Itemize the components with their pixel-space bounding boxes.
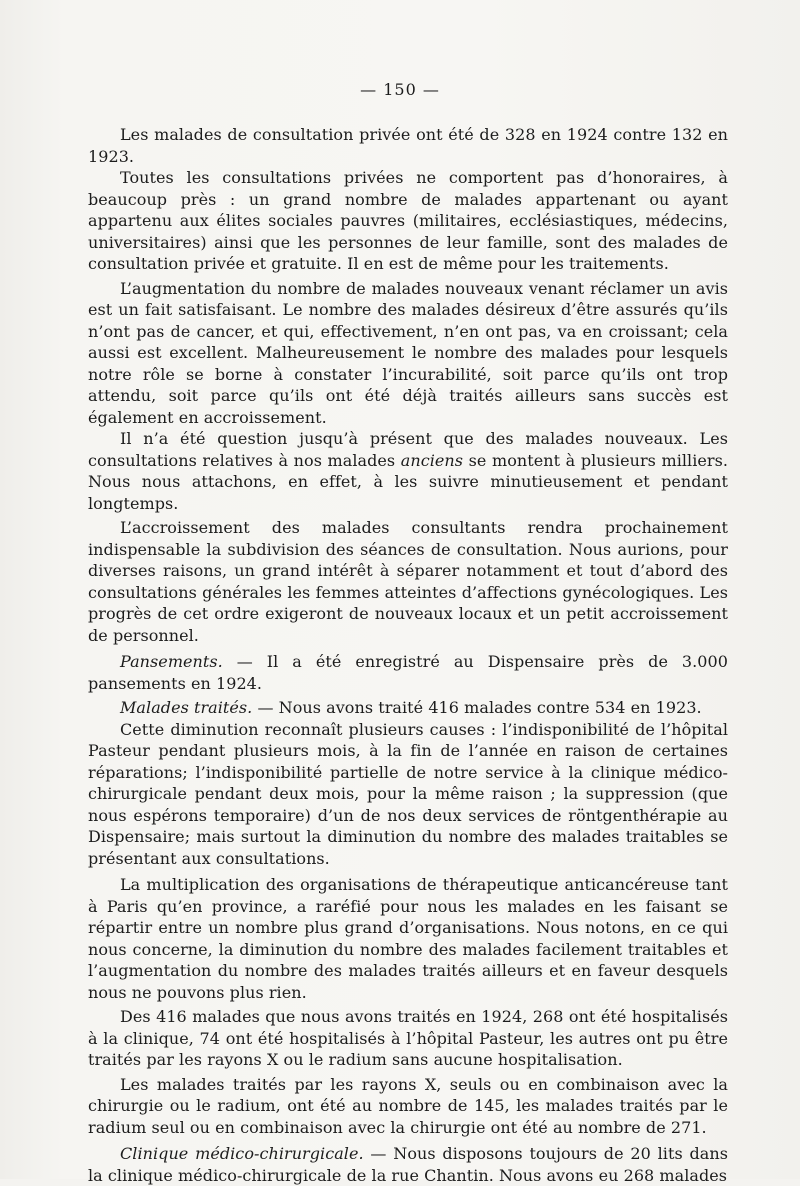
paragraph-clinique	[88, 1143, 728, 1186]
page-number: — 150 —	[360, 80, 440, 99]
paragraph-rayons-radium: Les malades traités par les rayons X, seuls ou en combinaison avec la chirurgie ou le radium, ont été au nombre de 145, les malades traités par le radium seul ou en combinaison avec la chirurgie ont été au nombre de 271.	[88, 1074, 728, 1137]
p4-italic-term: anciens	[400, 450, 464, 470]
paragraph-pansements	[88, 651, 728, 694]
paragraph-malades-traites	[88, 697, 728, 719]
paragraph-subdivision: L’accroissement des malades consultants rendra prochainement indispensable la subdivision des séances de consultation. Nous aurions, pour diverses raisons, un grand intérêt à séparer notamment et tout d’abord des consultations générales les femmes atteintes d’affections gynécologiques. Les progrès de cet ordre exigeront de nouveaux locaux et un petit accroissement de personnel.	[88, 518, 728, 645]
paragraph-hospitalisation: Des 416 malades que nous avons traités en 1924, 268 ont été hospitalisés à la clinique, 74 ont été hospitalisés à l’hôpital Pasteur, les autres ont pu être traités par les rayons X ou le radium sans aucune hospitalisation.	[88, 1007, 728, 1069]
body-text	[88, 124, 728, 1186]
paragraph-diminution: Cette diminution reconnaît plusieurs causes : l’indisponibilité de l’hôpital Pasteur pendant plusieurs mois, à la fin de l’année en raison de certaines réparations; l’indisponibilité partielle de notre service à la clinique médico-chirurgicale pendant deux mois, pour la même raison ; la suppression (que nous espérons temporaire) d’un de nos deux services de röntgenthérapie au Dispensaire; mais surtout la diminution du nombre des malades traitables se présentant aux consultations.	[88, 719, 728, 868]
paragraph-multiplication: La multiplication des organisations de thérapeutique anticancéreuse tant à Paris qu’en province, a raréfié pour nous les malades en les faisant se répartir entre un nombre plus grand d’organisations. Nous notons, en ce qui nous concerne, la diminution du nombre des malades facilement traitables et l’augmentation du nombre des malades traités ailleurs et en faveur desquels nous ne pouvons plus rien.	[88, 875, 728, 1002]
p4-text-before: Il n’a été question jusqu’à présent que des malades nouveaux. Les consultations relatives à nos malades	[88, 429, 728, 470]
paragraph-former-patients	[88, 428, 728, 514]
p4-text-after: se montent à plusieurs milliers. Nous nous attachons, en effet, à les suivre minutieusement et pendant longtemps.	[88, 450, 728, 513]
p7-text: — Nous avons traité 416 malades contre 534 en 1923.	[252, 698, 702, 717]
section-heading-pansements: Pansements.	[120, 652, 223, 671]
paragraph-private-consultations: Les malades de consultation privée ont été de 328 en 1924 contre 132 en 1923.	[88, 125, 728, 166]
p6-text: — Il a été enregistré au Dispensaire près de 3.000 pansements en 1924.	[88, 652, 728, 693]
section-heading-clinique: Clinique médico-chirurgicale.	[120, 1144, 364, 1163]
p12-text: — Nous disposons toujours de 20 lits dans la clinique médico-chirurgicale de la rue Chantin. Nous avons eu 268 malades	[88, 1144, 728, 1185]
section-heading-malades-traites: Malades traités.	[120, 698, 253, 717]
paragraph-new-patients: L’augmentation du nombre de malades nouveaux venant réclamer un avis est un fait satisfaisant. Le nombre des malades désireux d’être assurés qu’ils n’ont pas de cancer, et qui, effectivement, n’en ont pas, va en croissant; cela aussi est excellent. Malheureusement le nombre des malades pour lesquels notre rôle se borne à constater l’incurabilité, soit parce qu’ils ont trop attendu, soit parce qu’ils ont été déjà traités ailleurs sans succès est également en accroissement.	[88, 278, 728, 427]
paragraph-fees: Toutes les consultations privées ne comportent pas d’honoraires, à beaucoup près : un grand nombre de malades appartenant ou ayant appartenu aux élites sociales pauvres (militaires, ecclésiastiques, médecins, universitaires) ainsi que les personnes de leur famille, sont des malades de consultation privée et gratuite. Il en est de même pour les traitements.	[88, 168, 728, 273]
